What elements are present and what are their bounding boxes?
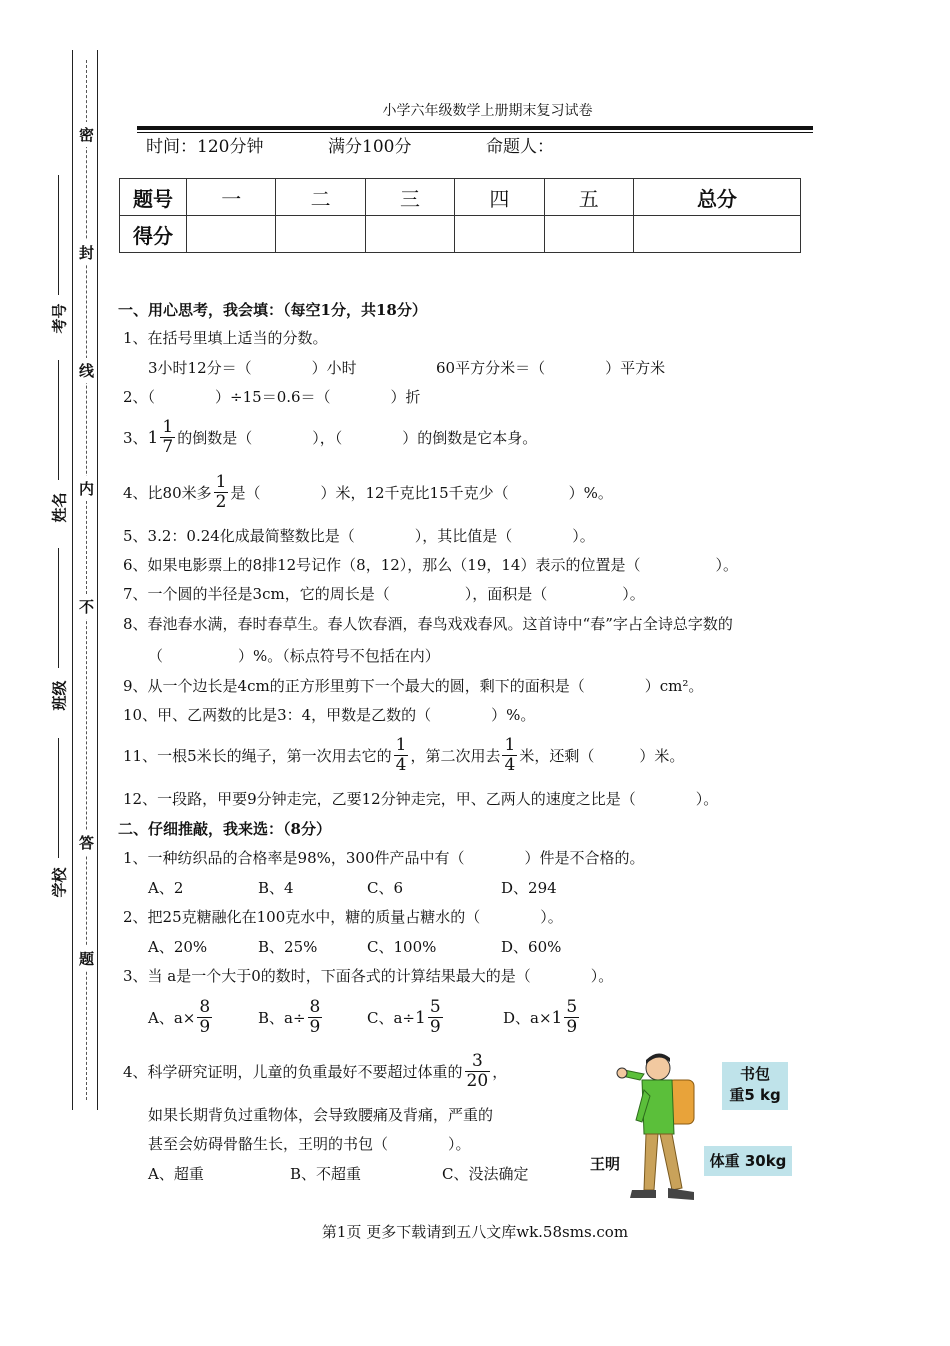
s2-q4-line2: 如果长期背负过重物体，会导致腰痛及背痛，严重的: [148, 1106, 494, 1124]
s2-q3: 3、当 a是一个大于0的数时，下面各式的计算结果最大的是（ ）。: [123, 967, 614, 985]
s1-q6: 6、如果电影票上的8排12号记作（8，12），那么（19，14）表示的位置是（ ）。: [123, 556, 738, 574]
option-whole: 1: [551, 1007, 563, 1028]
binding-line-inner: [97, 50, 98, 1110]
score-cell[interactable]: [633, 216, 800, 253]
score-header-cell: 四: [455, 179, 544, 216]
s2-q1-option-c[interactable]: C、6: [367, 879, 404, 897]
option-prefix: B、a÷: [258, 1008, 306, 1027]
s1-q4: [123, 473, 613, 512]
s1-q8a: 8、春池春水满，春时春草生。春人饮春酒，春鸟戏戏春风。这首诗中“春”字占全诗总字数的: [123, 615, 733, 633]
denominator: 9: [566, 1017, 578, 1037]
s1-q9: 9、从一个边长是4cm的正方形里剪下一个最大的圆，剩下的面积是（ ）cm²。: [123, 677, 704, 695]
numerator: 1: [162, 417, 174, 437]
title-rule-thin: [137, 132, 813, 133]
section1-heading: 一、用心思考，我会填：（每空1分，共18分）: [118, 301, 427, 319]
field-line-xingming[interactable]: [58, 360, 59, 480]
field-label-banji: 班级: [50, 680, 69, 711]
s2-q1-option-b[interactable]: B、4: [258, 879, 294, 897]
score-header-cell: 题号: [120, 179, 187, 216]
field-line-kaohao[interactable]: [58, 175, 59, 295]
s2-q2-option-d[interactable]: D、60%: [501, 938, 562, 956]
s1-q3: [123, 418, 537, 457]
s1-q1: 1、在括号里填上适当的分数。: [123, 329, 328, 347]
score-header-cell: 总分: [633, 179, 800, 216]
denominator: 4: [504, 755, 516, 775]
s1-q5: 5、3.2：0.24化成最简整数比是（ ），其比值是（ ）。: [123, 527, 595, 545]
denominator: 9: [429, 1017, 441, 1037]
binding-line-outer: [72, 50, 73, 1110]
denominator: 20: [466, 1071, 489, 1091]
s2-q2-option-c[interactable]: C、100%: [367, 938, 437, 956]
s1-q11-pre: 11、一根5米长的绳子，第一次用去它的: [123, 746, 392, 765]
s2-q1: 1、一种纺织品的合格率是98%，300件产品中有（ ）件是不合格的。: [123, 849, 645, 867]
field-line-xuexiao[interactable]: [58, 738, 59, 858]
numerator: 5: [566, 997, 578, 1017]
score-cell[interactable]: [544, 216, 633, 253]
s2-q4-post: ，: [492, 1062, 508, 1081]
numerator: 8: [199, 997, 211, 1017]
seal-char-da: 答: [79, 830, 94, 855]
score-table-score-row: [120, 216, 801, 253]
s2-q3-option-c[interactable]: [367, 998, 445, 1037]
field-label-kaohao: 考号: [50, 303, 69, 334]
s1-q8b: （ ）%。（标点符号不包括在内）: [148, 647, 440, 665]
s1-q11-fraction-1: [394, 736, 409, 775]
left-leg: [644, 1134, 658, 1190]
bag-label-line1: 书包: [739, 1065, 770, 1083]
seal-char-feng: 封: [79, 240, 94, 265]
score-table: [119, 178, 801, 253]
s2-q4-line3: 甚至会妨碍骨骼生长，王明的书包（ ）。: [148, 1135, 471, 1153]
s2-q4-fraction: [465, 1052, 491, 1091]
right-shoe: [668, 1188, 694, 1200]
s1-q11-mid: ，第二次用去: [410, 746, 501, 765]
score-row-label: 得分: [120, 216, 187, 253]
s1-q3-whole: 1: [147, 427, 159, 448]
page-title: 小学六年级数学上册期末复习试卷: [382, 103, 593, 119]
s1-q11-fraction-2: [502, 736, 517, 775]
numerator: 1: [504, 735, 516, 755]
right-leg: [660, 1134, 682, 1190]
s2-q1-option-d[interactable]: D、294: [501, 879, 557, 897]
s2-q2: 2、把25克糖融化在100克水中，糖的质量占糖水的（ ）。: [123, 908, 563, 926]
s1-q2: 2、（ ）÷15＝0.6＝（ ）折: [123, 388, 421, 406]
s2-q4-pre: 4、科学研究证明，儿童的负重最好不要超过体重的: [123, 1062, 463, 1081]
s1-q3-pre: 3、: [123, 428, 148, 447]
option-prefix: A、a×: [148, 1008, 196, 1027]
denominator: 9: [199, 1017, 211, 1037]
option-prefix: D、a×: [503, 1008, 552, 1027]
bag-weight-label: [722, 1062, 788, 1110]
title-rule-thick: [137, 126, 813, 130]
s1-q11: [123, 736, 684, 775]
score-cell[interactable]: [455, 216, 544, 253]
hand: [617, 1068, 627, 1078]
option-fraction: [308, 998, 323, 1037]
field-label-xingming: 姓名: [50, 492, 69, 523]
s2-q2-option-b[interactable]: B、25%: [258, 938, 318, 956]
page-footer: 第1页 更多下载请到五八文库wk.58sms.com: [321, 1223, 629, 1241]
score-header-cell: 一: [187, 179, 276, 216]
s2-q3-option-b[interactable]: [258, 998, 324, 1037]
bag-label-line2: 重5 kg: [729, 1086, 781, 1104]
score-header-cell: 三: [365, 179, 454, 216]
option-whole: 1: [415, 1007, 426, 1028]
numerator: 1: [215, 472, 227, 492]
s1-q4-post: 是（ ）米，12千克比15千克少（ ）%。: [230, 483, 613, 502]
s1-q3-mixed-number: [148, 418, 178, 457]
s2-q3-option-d[interactable]: [503, 998, 581, 1037]
score-header-cell: 二: [276, 179, 365, 216]
s1-q7: 7、一个圆的半径是3cm，它的周长是（ ），面积是（ ）。: [123, 585, 645, 603]
denominator: 9: [309, 1017, 321, 1037]
s1-q10: 10、甲、乙两数的比是3：4，甲数是乙数的（ ）%。: [123, 706, 536, 724]
seal-char-bu: 不: [79, 594, 94, 619]
numerator: 8: [309, 997, 321, 1017]
info-score: 满分100分: [328, 137, 412, 157]
denominator: 7: [162, 437, 174, 457]
field-line-banji[interactable]: [58, 548, 59, 668]
option-prefix: C、a÷: [367, 1008, 415, 1027]
s1-q1b: 60平方分米＝（ ）平方米: [436, 359, 666, 377]
s2-q4-option-a[interactable]: A、超重: [148, 1165, 204, 1183]
score-cell[interactable]: [365, 216, 454, 253]
score-header-cell: 五: [544, 179, 633, 216]
s2-q4-option-c[interactable]: C、没法确定: [442, 1165, 529, 1183]
seal-char-xian: 线: [79, 358, 94, 383]
s1-q11-post: 米，还剩（ ）米。: [519, 746, 685, 765]
numerator: 3: [465, 1052, 491, 1072]
s1-q4-fraction: [214, 473, 229, 512]
denominator: 2: [215, 492, 227, 512]
s1-q12: 12、一段路，甲要9分钟走完，乙要12分钟走完，甲、乙两人的速度之比是（ ）。: [123, 790, 719, 808]
s1-q3-fraction: [160, 418, 175, 457]
s2-q2-option-a[interactable]: A、20%: [148, 938, 208, 956]
option-fraction: [428, 998, 443, 1037]
s2-q4-option-b[interactable]: B、不超重: [290, 1165, 362, 1183]
seal-char-mi: 密: [79, 122, 94, 147]
s1-q4-pre: 4、比80米多: [123, 483, 212, 502]
seal-char-nei: 内: [79, 476, 94, 501]
s2-q4-line1: [123, 1052, 507, 1091]
info-author: 命题人：: [486, 137, 554, 157]
body-weight-label: 体重 30kg: [704, 1146, 792, 1176]
numerator: 5: [429, 997, 441, 1017]
s2-q3-option-a[interactable]: [148, 998, 214, 1037]
s1-q3-post: 的倒数是（ ），（ ）的倒数是它本身。: [177, 428, 538, 447]
s1-q1a: 3小时12分＝（ ）小时: [148, 359, 357, 377]
score-cell[interactable]: [187, 216, 276, 253]
denominator: 4: [395, 755, 407, 775]
score-cell[interactable]: [276, 216, 365, 253]
left-shoe: [630, 1190, 656, 1198]
section2-heading: 二、仔细推敲，我来选：（8分）: [118, 820, 331, 838]
s2-q1-option-a[interactable]: A、2: [148, 879, 184, 897]
option-fraction: [197, 998, 212, 1037]
numerator: 1: [395, 735, 407, 755]
field-label-xuexiao: 学校: [50, 867, 69, 898]
option-fraction: [564, 998, 579, 1037]
seal-char-ti: 题: [79, 946, 94, 971]
binding-dashed-line: [86, 60, 87, 1100]
score-table-header-row: [120, 179, 801, 216]
student-name-label: 王明: [590, 1155, 621, 1173]
info-time: 时间：120分钟: [146, 137, 264, 157]
